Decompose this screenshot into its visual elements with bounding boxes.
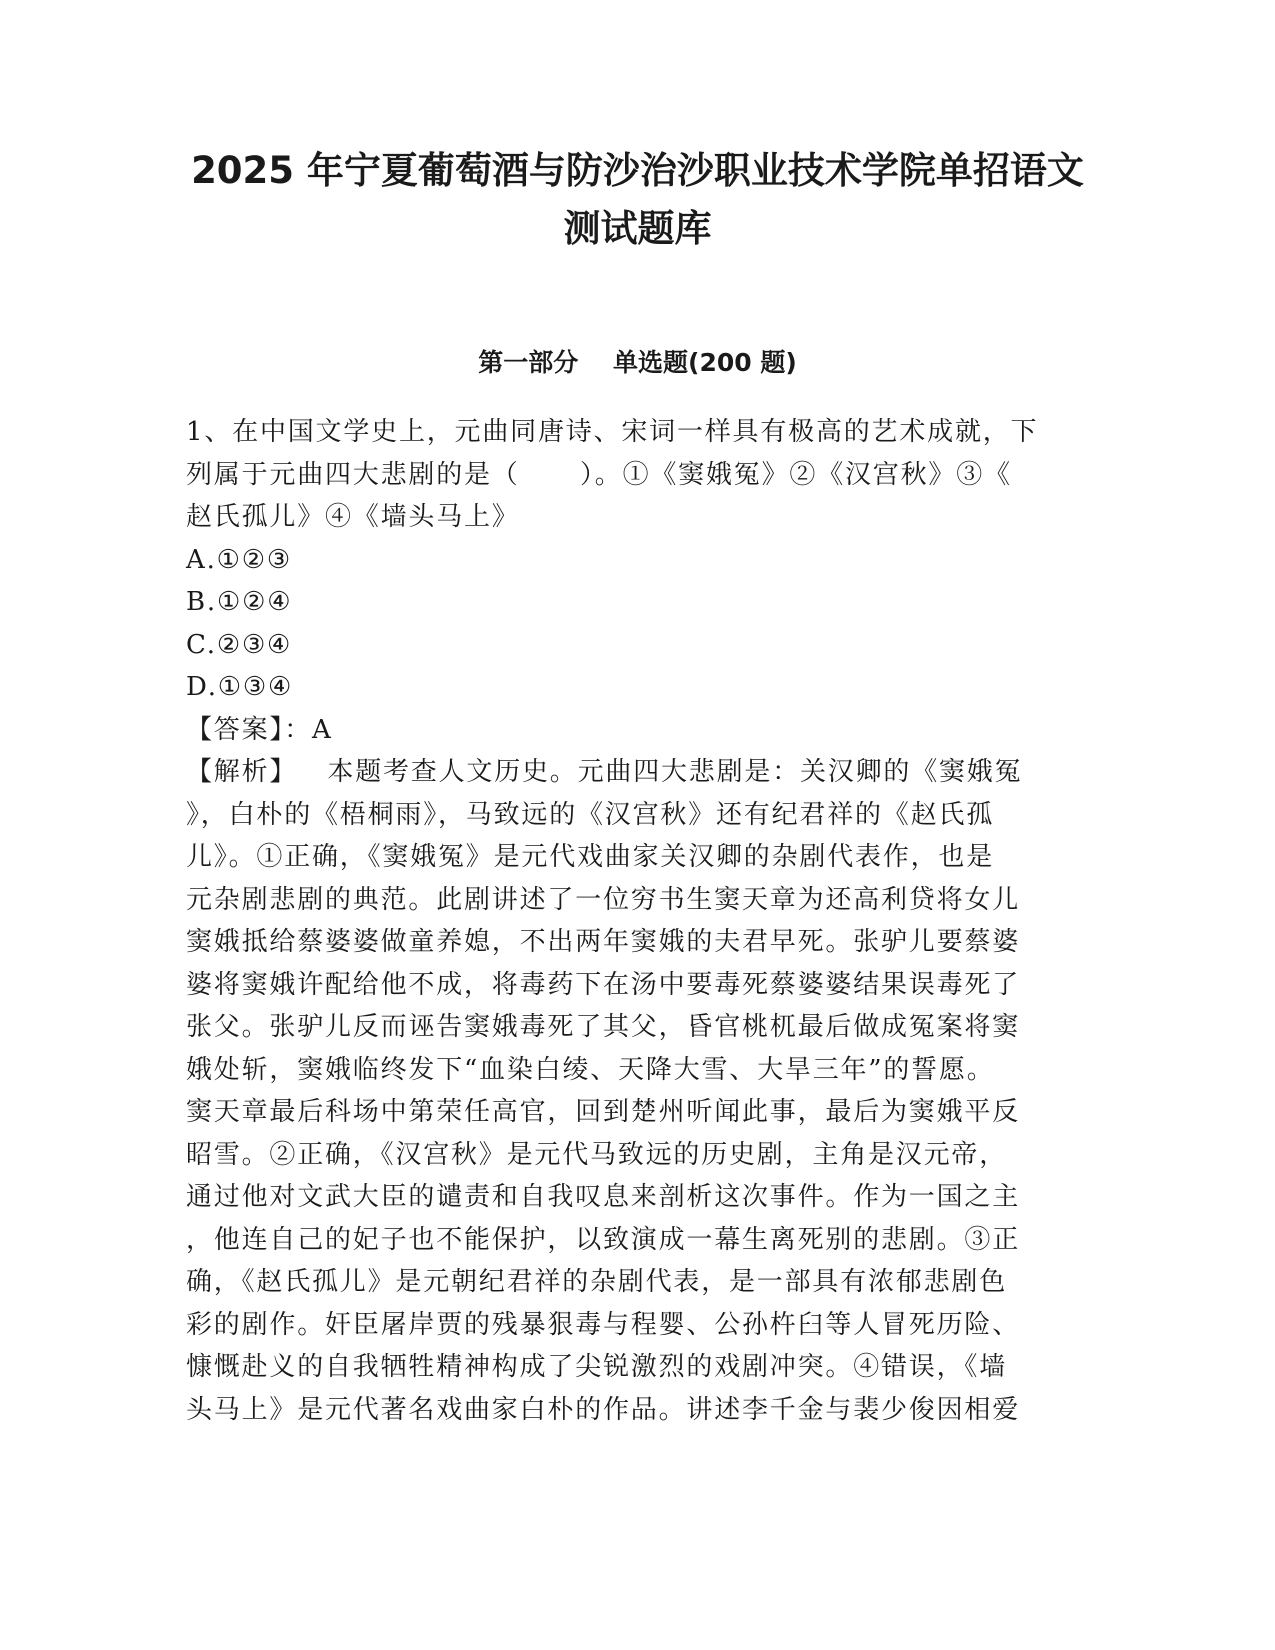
analysis-line: ，他连自己的妃子也不能保护，以致演成一幕生离死别的悲剧。③正 <box>186 1224 1021 1255</box>
document-title-line-2: 测试题库 <box>563 207 712 250</box>
question-stem-line: 1、在中国文学史上，元曲同唐诗、宋词一样具有极高的艺术成就，下 <box>186 417 1039 447</box>
answer-line: 【答案】：A <box>186 714 333 745</box>
option-c: C.②③④ <box>186 629 293 660</box>
analysis-line: 确，《赵氏孤儿》是元朝纪君祥的杂剧代表，是一部具有浓郁悲剧色 <box>186 1267 1008 1297</box>
document-title <box>150 142 1125 258</box>
question-stem-line: 赵氏孤儿》④《墙头马上》 <box>186 502 520 532</box>
analysis-line: 【解析】 本题考查人文历史。元曲四大悲剧是：关汉卿的《窦娥冤 <box>186 757 1023 787</box>
question-block <box>186 411 1061 1431</box>
analysis-line: 通过他对文武大臣的谴责和自我叹息来剖析这次事件。作为一国之主 <box>186 1182 1021 1212</box>
analysis-line: 婆将窦娥许配给他不成，将毒药下在汤中要毒死蔡婆婆结果误毒死了 <box>186 969 1021 1000</box>
analysis-line: 元杂剧悲剧的典范。此剧讲述了一位穷书生窦天章为还高利贷将女儿 <box>186 884 1021 915</box>
analysis-line: 慷慨赴义的自我牺牲精神构成了尖锐激烈的戏剧冲突。④错误，《墙 <box>186 1352 1008 1382</box>
option-d: D.①③④ <box>186 672 294 702</box>
analysis-line: 儿》。①正确，《窦娥冤》是元代戏曲家关汉卿的杂剧代表作，也是 <box>186 842 995 872</box>
question-stem-line: 列属于元曲四大悲剧的是（ ）。①《窦娥冤》②《汉宫秋》③《 <box>186 459 1012 490</box>
analysis-line: 娥处斩，窦娥临终发下“血染白绫、天降大雪、大旱三年”的誓愿。 <box>186 1054 995 1085</box>
analysis-line: 张父。张驴儿反而诬告窦娥毒死了其父，昏官桃杌最后做成冤案将窦 <box>186 1012 1021 1042</box>
analysis-line: 昭雪。②正确，《汉宫秋》是元代马致远的历史剧，主角是汉元帝， <box>186 1139 1008 1170</box>
analysis-line: 窦娥抵给蔡婆婆做童养媳，不出两年窦娥的夫君早死。张驴儿要蔡婆 <box>186 927 1021 957</box>
option-a: A.①②③ <box>186 544 292 575</box>
section-heading: 第一部分 单选题(200 题) <box>478 348 797 377</box>
option-b: B.①②④ <box>186 587 293 617</box>
document-title-line-1: 2025 年宁夏葡萄酒与防沙治沙职业技术学院单招语文 <box>191 149 1084 192</box>
analysis-line: 》，白朴的《梧桐雨》，马致远的《汉宫秋》还有纪君祥的《赵氏孤 <box>186 799 995 830</box>
analysis-line: 窦天章最后科场中第荣任高官，回到楚州听闻此事，最后为窦娥平反 <box>186 1097 1021 1127</box>
analysis-line: 彩的剧作。奸臣屠岸贾的残暴狠毒与程婴、公孙杵臼等人冒死历险、 <box>186 1309 1021 1340</box>
analysis-line: 头马上》是元代著名戏曲家白朴的作品。讲述李千金与裴少俊因相爱 <box>186 1394 1021 1425</box>
